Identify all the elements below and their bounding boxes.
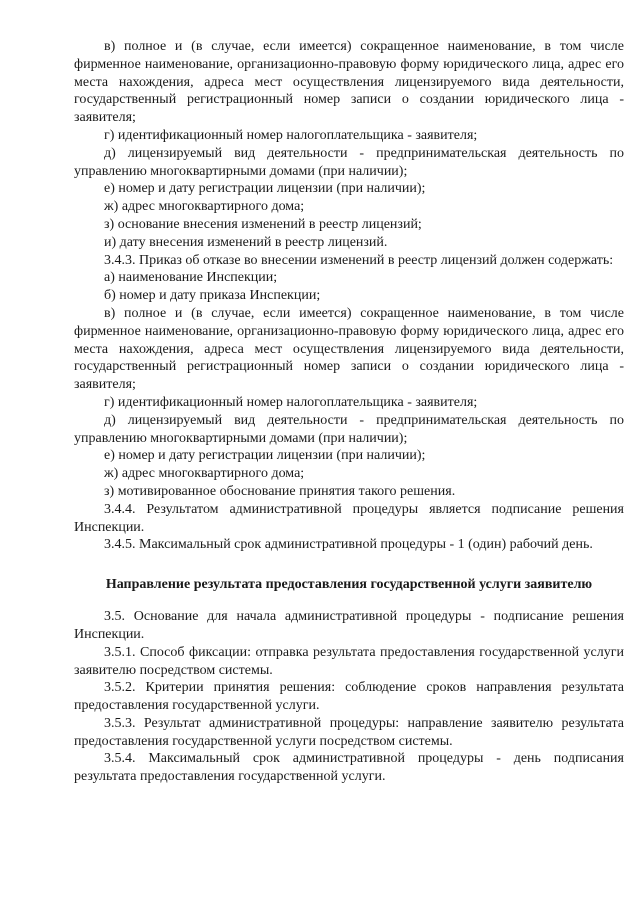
- document-body: [74, 38, 624, 786]
- paragraph: 3.4.5. Максимальный срок административной процедуры - 1 (один) рабочий день.: [104, 537, 593, 553]
- paragraph: 3.4.4. Результатом административной процедуры является подписание решения Инспекции.: [74, 501, 624, 535]
- paragraph: в) полное и (в случае, если имеется) сокращенное наименование, в том числе фирменное наименование, организационно-правовую форму юридического лица, адрес его места нахождения, адреса мест осуществления лицензируемого вида деятельности, государственный регистрационный номер записи о создании юридического лица - заявителя;: [74, 305, 624, 393]
- paragraph: е) номер и дату регистрации лицензии (при наличии);: [104, 448, 426, 464]
- paragraph: д) лицензируемый вид деятельности - предпринимательская деятельность по управлению многоквартирными домами (при наличии);: [74, 412, 624, 446]
- paragraph: 3.5.1. Способ фиксации: отправка результата предоставления государственной услуги заявителю посредством системы.: [74, 644, 624, 678]
- paragraph: 3.5. Основание для начала административной процедуры - подписание решения Инспекции.: [74, 609, 624, 642]
- section-heading: Направление результата предоставления государственной услуги заявителю: [105, 577, 593, 593]
- paragraph: 3.4.3. Приказ об отказе во внесении изменений в реестр лицензий должен содержать:: [104, 252, 614, 268]
- paragraph: и) дату внесения изменений в реестр лицензий.: [104, 234, 388, 250]
- paragraph: б) номер и дату приказа Инспекции;: [104, 288, 321, 304]
- paragraph: ж) адрес многоквартирного дома;: [104, 466, 305, 482]
- paragraph: е) номер и дату регистрации лицензии (при наличии);: [104, 181, 426, 197]
- paragraph: а) наименование Инспекции;: [104, 270, 278, 286]
- paragraph: 3.5.3. Результат административной процедуры: направление заявителю результата предоставления государственной услуги посредством системы.: [74, 715, 624, 749]
- paragraph: з) мотивированное обоснование принятия такого решения.: [104, 483, 456, 499]
- paragraph: з) основание внесения изменений в реестр лицензий;: [104, 216, 422, 232]
- paragraph: г) идентификационный номер налогоплательщика - заявителя;: [104, 394, 478, 410]
- paragraph: 3.5.4. Максимальный срок административной процедуры - день подписания результата предоставления государственной услуги.: [74, 751, 624, 785]
- paragraph: 3.5.2. Критерии принятия решения: соблюдение сроков направления результата предоставления государственной услуги.: [74, 680, 624, 714]
- paragraph: ж) адрес многоквартирного дома;: [104, 199, 305, 215]
- paragraph: в) полное и (в случае, если имеется) сокращенное наименование, в том числе фирменное наименование, организационно-правовую форму юридического лица, адрес его места нахождения, адреса мест осуществления лицензируемого вида деятельности, государственный регистрационный номер записи о создании юридического лица - заявителя;: [74, 39, 624, 126]
- paragraph: д) лицензируемый вид деятельности - предпринимательская деятельность по управлению многоквартирными домами (при наличии);: [74, 145, 624, 179]
- paragraph: г) идентификационный номер налогоплательщика - заявителя;: [104, 127, 478, 143]
